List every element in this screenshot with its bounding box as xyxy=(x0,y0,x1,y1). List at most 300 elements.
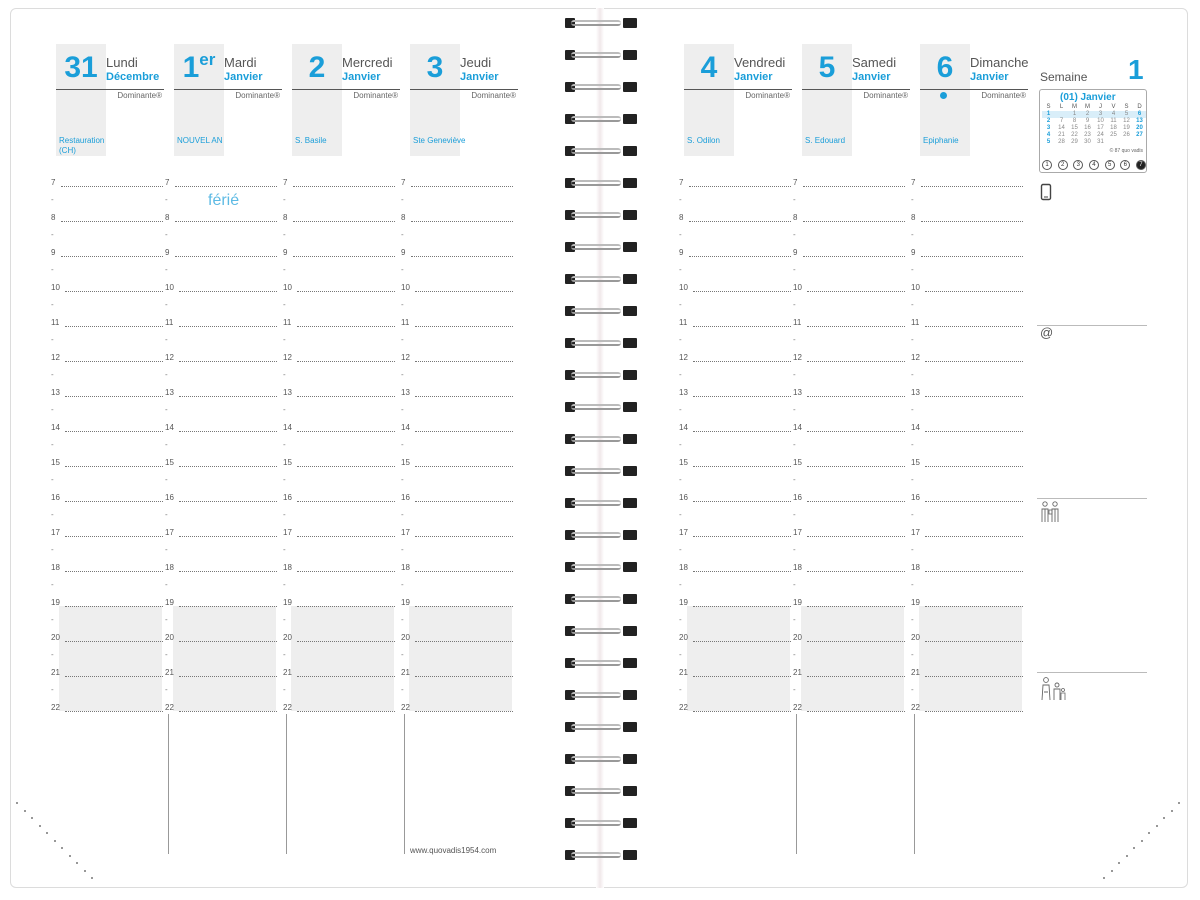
mini-calendar-day[interactable]: 8 xyxy=(1072,118,1077,124)
day-header[interactable] xyxy=(292,44,400,145)
mini-calendar-day[interactable]: 12 xyxy=(1123,118,1130,124)
hour-row[interactable] xyxy=(679,493,791,507)
hour-row[interactable] xyxy=(51,318,163,332)
hour-label: 11 xyxy=(165,318,174,327)
half-hour-row[interactable] xyxy=(793,300,905,314)
hour-row[interactable] xyxy=(165,528,277,542)
half-hour-mark: - xyxy=(401,300,404,309)
mini-calendar-day[interactable]: 20 xyxy=(1136,125,1143,131)
mini-calendar-day[interactable]: 15 xyxy=(1071,125,1078,131)
mini-calendar-day[interactable]: 1 xyxy=(1046,111,1051,117)
mini-calendar-day[interactable]: 10 xyxy=(1097,118,1104,124)
hour-line xyxy=(179,536,277,537)
half-hour-row[interactable] xyxy=(401,405,513,419)
hour-row[interactable] xyxy=(51,668,163,682)
hour-row[interactable] xyxy=(911,703,1023,717)
hour-row[interactable] xyxy=(793,353,905,367)
mini-calendar-day[interactable]: 4 xyxy=(1111,111,1116,117)
half-hour-row[interactable] xyxy=(165,265,277,279)
hour-row[interactable] xyxy=(165,598,277,612)
half-hour-row[interactable] xyxy=(51,370,163,384)
half-hour-row[interactable] xyxy=(51,440,163,454)
mini-calendar-day[interactable] xyxy=(1107,139,1120,146)
half-hour-row[interactable] xyxy=(401,195,513,209)
half-hour-row[interactable] xyxy=(911,370,1023,384)
hour-row[interactable] xyxy=(401,388,513,402)
hour-row[interactable] xyxy=(283,528,395,542)
hour-row[interactable] xyxy=(283,388,395,402)
hour-row[interactable] xyxy=(679,353,791,367)
mini-calendar-day[interactable]: 21 xyxy=(1058,132,1065,138)
hour-row[interactable] xyxy=(401,493,513,507)
hour-row[interactable] xyxy=(911,633,1023,647)
weekday-circle[interactable]: 5 xyxy=(1105,160,1115,170)
half-hour-mark: - xyxy=(283,510,286,519)
half-hour-row[interactable] xyxy=(679,440,791,454)
hour-label: 19 xyxy=(165,598,174,607)
half-hour-row[interactable] xyxy=(165,650,277,664)
mini-calendar-day[interactable]: 16 xyxy=(1084,125,1091,131)
half-hour-row[interactable] xyxy=(51,510,163,524)
hour-row[interactable] xyxy=(911,493,1023,507)
half-hour-row[interactable] xyxy=(911,230,1023,244)
half-hour-row[interactable] xyxy=(679,335,791,349)
hour-row[interactable] xyxy=(679,633,791,647)
hour-row[interactable] xyxy=(793,213,905,227)
half-hour-mark: - xyxy=(793,650,796,659)
spiral-ring xyxy=(565,400,637,414)
hour-row[interactable] xyxy=(283,563,395,577)
mini-calendar-week[interactable] xyxy=(1042,139,1146,146)
half-hour-row[interactable] xyxy=(793,440,905,454)
half-hour-row[interactable] xyxy=(165,335,277,349)
hour-row[interactable] xyxy=(401,703,513,717)
mini-calendar-day[interactable]: 6 xyxy=(1137,111,1142,117)
half-hour-row[interactable] xyxy=(679,545,791,559)
weekday-circle[interactable]: 3 xyxy=(1073,160,1083,170)
mini-calendar-day[interactable]: 4 xyxy=(1046,132,1051,138)
half-hour-row[interactable] xyxy=(911,440,1023,454)
hour-row[interactable] xyxy=(51,423,163,437)
week-number: 1 xyxy=(1128,54,1144,85)
hour-row[interactable] xyxy=(679,423,791,437)
hour-row[interactable] xyxy=(793,493,905,507)
half-hour-row[interactable] xyxy=(911,650,1023,664)
hour-line xyxy=(297,466,395,467)
hour-row[interactable] xyxy=(401,353,513,367)
hour-row[interactable] xyxy=(911,598,1023,612)
half-hour-row[interactable] xyxy=(283,685,395,699)
hour-row[interactable] xyxy=(793,668,905,682)
half-hour-row[interactable] xyxy=(401,580,513,594)
hour-row[interactable] xyxy=(51,703,163,717)
hour-row[interactable] xyxy=(911,213,1023,227)
half-hour-row[interactable] xyxy=(51,545,163,559)
day-header[interactable] xyxy=(56,44,164,155)
hour-row[interactable] xyxy=(793,563,905,577)
half-hour-row[interactable] xyxy=(283,405,395,419)
mini-calendar-day[interactable] xyxy=(1133,139,1146,146)
hour-row[interactable] xyxy=(283,703,395,717)
half-hour-row[interactable] xyxy=(401,510,513,524)
weekday-circle[interactable]: 4 xyxy=(1089,160,1099,170)
mini-calendar-day[interactable]: 3 xyxy=(1098,111,1103,117)
half-hour-row[interactable] xyxy=(51,615,163,629)
mini-calendar-day[interactable]: 7 xyxy=(1059,118,1064,124)
half-hour-row[interactable] xyxy=(165,510,277,524)
mini-calendar-day[interactable]: 31 xyxy=(1097,139,1104,145)
half-hour-row[interactable] xyxy=(51,580,163,594)
half-hour-row[interactable] xyxy=(911,300,1023,314)
hour-row[interactable] xyxy=(401,633,513,647)
mini-calendar-week[interactable] xyxy=(1042,125,1146,132)
half-hour-row[interactable] xyxy=(911,510,1023,524)
half-hour-row[interactable] xyxy=(679,650,791,664)
half-hour-row[interactable] xyxy=(283,335,395,349)
hour-line xyxy=(415,361,513,362)
half-hour-row[interactable] xyxy=(911,335,1023,349)
half-hour-row[interactable] xyxy=(679,405,791,419)
hour-label: 21 xyxy=(401,668,410,677)
hour-row[interactable] xyxy=(911,668,1023,682)
hour-row[interactable] xyxy=(793,598,905,612)
half-hour-row[interactable] xyxy=(911,475,1023,489)
hour-row[interactable] xyxy=(679,318,791,332)
hour-row[interactable] xyxy=(401,458,513,472)
half-hour-row[interactable] xyxy=(793,650,905,664)
hour-row[interactable] xyxy=(911,248,1023,262)
hour-row[interactable] xyxy=(51,353,163,367)
hour-row[interactable] xyxy=(51,458,163,472)
mini-calendar-day[interactable]: 30 xyxy=(1084,139,1091,145)
half-hour-row[interactable] xyxy=(283,265,395,279)
hour-row[interactable] xyxy=(911,318,1023,332)
half-hour-row[interactable] xyxy=(51,265,163,279)
half-hour-row[interactable] xyxy=(911,580,1023,594)
hour-row[interactable] xyxy=(165,423,277,437)
half-hour-row[interactable] xyxy=(165,615,277,629)
hour-row[interactable] xyxy=(283,458,395,472)
half-hour-row[interactable] xyxy=(165,475,277,489)
half-hour-row[interactable] xyxy=(401,265,513,279)
mini-calendar-day[interactable]: 5 xyxy=(1124,111,1129,117)
hour-row[interactable] xyxy=(793,318,905,332)
half-hour-row[interactable] xyxy=(283,580,395,594)
day-title-row xyxy=(56,44,164,90)
half-hour-row[interactable] xyxy=(165,300,277,314)
half-hour-row[interactable] xyxy=(165,440,277,454)
half-hour-row[interactable] xyxy=(911,405,1023,419)
hour-row[interactable] xyxy=(911,563,1023,577)
half-hour-row[interactable] xyxy=(679,300,791,314)
hour-row[interactable] xyxy=(679,213,791,227)
hour-row[interactable] xyxy=(283,248,395,262)
hour-row[interactable] xyxy=(679,598,791,612)
half-hour-mark: - xyxy=(793,335,796,344)
half-hour-row[interactable] xyxy=(679,195,791,209)
half-hour-mark: - xyxy=(51,545,54,554)
weekday-circle[interactable]: 1 xyxy=(1042,160,1052,170)
hour-line xyxy=(807,711,905,712)
half-hour-row[interactable] xyxy=(679,265,791,279)
hour-row[interactable] xyxy=(401,668,513,682)
half-hour-row[interactable] xyxy=(283,510,395,524)
half-hour-row[interactable] xyxy=(51,650,163,664)
hour-row[interactable] xyxy=(401,213,513,227)
hour-row[interactable] xyxy=(165,178,277,192)
mini-calendar-day[interactable]: 19 xyxy=(1123,125,1130,131)
mini-calendar-day[interactable]: 23 xyxy=(1084,132,1091,138)
hour-row[interactable] xyxy=(911,388,1023,402)
weekday-circle[interactable]: 6 xyxy=(1120,160,1130,170)
hour-row[interactable] xyxy=(165,353,277,367)
hour-row[interactable] xyxy=(283,493,395,507)
half-hour-row[interactable] xyxy=(911,685,1023,699)
hour-row[interactable] xyxy=(911,283,1023,297)
half-hour-row[interactable] xyxy=(793,405,905,419)
mini-calendar-day[interactable] xyxy=(1055,111,1068,118)
half-hour-row[interactable] xyxy=(679,230,791,244)
hour-row[interactable] xyxy=(793,283,905,297)
half-hour-row[interactable] xyxy=(283,195,395,209)
half-hour-row[interactable] xyxy=(165,545,277,559)
mini-calendar-week[interactable] xyxy=(1042,118,1146,125)
hour-row[interactable] xyxy=(165,458,277,472)
hour-row[interactable] xyxy=(793,633,905,647)
hour-row[interactable] xyxy=(283,668,395,682)
hour-row[interactable] xyxy=(679,248,791,262)
hour-row[interactable] xyxy=(793,423,905,437)
half-hour-row[interactable] xyxy=(793,230,905,244)
mini-calendar-day[interactable]: 11 xyxy=(1110,118,1117,124)
half-hour-row[interactable] xyxy=(793,265,905,279)
mini-calendar-day[interactable]: 26 xyxy=(1123,132,1130,138)
hour-label: 17 xyxy=(793,528,802,537)
weekday-circle[interactable]: 7 xyxy=(1136,160,1146,170)
half-hour-row[interactable] xyxy=(165,370,277,384)
half-hour-row[interactable] xyxy=(283,615,395,629)
hour-row[interactable] xyxy=(51,283,163,297)
hour-row[interactable] xyxy=(51,633,163,647)
half-hour-row[interactable] xyxy=(911,545,1023,559)
hour-row[interactable] xyxy=(911,458,1023,472)
hour-row[interactable] xyxy=(793,528,905,542)
hour-row[interactable] xyxy=(165,563,277,577)
mini-calendar-day[interactable]: 22 xyxy=(1071,132,1078,138)
mini-calendar-day[interactable]: 25 xyxy=(1110,132,1117,138)
half-hour-row[interactable] xyxy=(793,475,905,489)
half-hour-row[interactable] xyxy=(793,335,905,349)
half-hour-row[interactable] xyxy=(401,615,513,629)
hour-row[interactable] xyxy=(283,633,395,647)
hour-row[interactable] xyxy=(401,528,513,542)
half-hour-row[interactable] xyxy=(401,545,513,559)
hour-row[interactable] xyxy=(165,493,277,507)
day-header[interactable] xyxy=(802,44,910,145)
hour-row[interactable] xyxy=(283,318,395,332)
hour-row[interactable] xyxy=(283,283,395,297)
mini-calendar-week[interactable] xyxy=(1042,111,1146,118)
weekday-circle[interactable]: 2 xyxy=(1058,160,1068,170)
punch-hole xyxy=(623,850,637,860)
half-hour-row[interactable] xyxy=(401,370,513,384)
half-hour-row[interactable] xyxy=(679,580,791,594)
hour-row[interactable] xyxy=(793,178,905,192)
hour-row[interactable] xyxy=(401,283,513,297)
mini-calendar-day[interactable]: 14 xyxy=(1058,125,1065,131)
hour-row[interactable] xyxy=(793,458,905,472)
half-hour-row[interactable] xyxy=(165,230,277,244)
hour-row[interactable] xyxy=(283,423,395,437)
half-hour-row[interactable] xyxy=(401,230,513,244)
mini-calendar-day[interactable]: 5 xyxy=(1046,139,1051,145)
hour-row[interactable] xyxy=(401,318,513,332)
half-hour-row[interactable] xyxy=(51,300,163,314)
half-hour-row[interactable] xyxy=(283,545,395,559)
half-hour-row[interactable] xyxy=(283,300,395,314)
half-hour-row[interactable] xyxy=(283,230,395,244)
hour-row[interactable] xyxy=(679,668,791,682)
half-hour-row[interactable] xyxy=(793,195,905,209)
half-hour-row[interactable] xyxy=(165,405,277,419)
hour-row[interactable] xyxy=(165,283,277,297)
hour-row[interactable] xyxy=(165,388,277,402)
half-hour-row[interactable] xyxy=(401,650,513,664)
half-hour-row[interactable] xyxy=(793,615,905,629)
half-hour-row[interactable] xyxy=(401,440,513,454)
half-hour-row[interactable] xyxy=(51,475,163,489)
hour-row[interactable] xyxy=(679,458,791,472)
half-hour-mark: - xyxy=(283,440,286,449)
hour-row[interactable] xyxy=(51,178,163,192)
hour-row[interactable] xyxy=(679,563,791,577)
half-hour-row[interactable] xyxy=(401,475,513,489)
half-hour-row[interactable] xyxy=(911,265,1023,279)
hour-row[interactable] xyxy=(401,178,513,192)
half-hour-row[interactable] xyxy=(793,580,905,594)
hour-row[interactable] xyxy=(283,213,395,227)
hour-row[interactable] xyxy=(679,388,791,402)
day-header[interactable] xyxy=(174,44,282,145)
mini-calendar-week[interactable] xyxy=(1042,132,1146,139)
hour-row[interactable] xyxy=(51,563,163,577)
hour-row[interactable] xyxy=(793,388,905,402)
hour-row[interactable] xyxy=(793,248,905,262)
half-hour-row[interactable] xyxy=(679,475,791,489)
mini-calendar-day[interactable]: 17 xyxy=(1097,125,1104,131)
hour-row[interactable] xyxy=(679,178,791,192)
half-hour-row[interactable] xyxy=(679,615,791,629)
half-hour-row[interactable] xyxy=(911,615,1023,629)
hour-row[interactable] xyxy=(165,318,277,332)
mini-calendar-day[interactable] xyxy=(1120,139,1133,146)
hour-row[interactable] xyxy=(51,493,163,507)
hour-row[interactable] xyxy=(283,178,395,192)
half-hour-row[interactable] xyxy=(165,580,277,594)
half-hour-row[interactable] xyxy=(51,230,163,244)
half-hour-row[interactable] xyxy=(793,370,905,384)
half-hour-row[interactable] xyxy=(51,405,163,419)
mini-calendar-day[interactable]: 18 xyxy=(1110,125,1117,131)
mini-calendar-day[interactable]: 24 xyxy=(1097,132,1104,138)
hour-row[interactable] xyxy=(51,213,163,227)
hour-label: 21 xyxy=(283,668,292,677)
hour-row[interactable] xyxy=(401,598,513,612)
hour-row[interactable] xyxy=(165,248,277,262)
hour-row[interactable] xyxy=(911,178,1023,192)
hour-row[interactable] xyxy=(165,703,277,717)
hour-line xyxy=(925,291,1023,292)
half-hour-row[interactable] xyxy=(793,510,905,524)
mini-calendar-day[interactable]: 9 xyxy=(1085,118,1090,124)
half-hour-mark: - xyxy=(165,685,168,694)
mini-calendar[interactable] xyxy=(1039,89,1147,173)
day-header[interactable] xyxy=(684,44,792,145)
hour-row[interactable] xyxy=(51,528,163,542)
day-header[interactable] xyxy=(410,44,518,145)
hour-row[interactable] xyxy=(51,388,163,402)
half-hour-row[interactable] xyxy=(679,370,791,384)
day-header[interactable] xyxy=(920,44,1029,145)
half-hour-row[interactable] xyxy=(51,685,163,699)
half-hour-row[interactable] xyxy=(401,335,513,349)
hour-row[interactable] xyxy=(793,703,905,717)
mini-calendar-day[interactable]: 13 xyxy=(1136,118,1143,124)
half-hour-row[interactable] xyxy=(911,195,1023,209)
hour-row[interactable] xyxy=(165,633,277,647)
mini-calendar-day[interactable]: 1 xyxy=(1072,111,1077,117)
half-hour-row[interactable] xyxy=(793,685,905,699)
mini-calendar-day[interactable]: 27 xyxy=(1136,132,1143,138)
half-hour-row[interactable] xyxy=(679,685,791,699)
mini-calendar-day[interactable]: 2 xyxy=(1046,118,1051,124)
half-hour-row[interactable] xyxy=(679,510,791,524)
hour-row[interactable] xyxy=(165,668,277,682)
hour-row[interactable] xyxy=(401,248,513,262)
hour-row[interactable] xyxy=(679,283,791,297)
hour-row[interactable] xyxy=(911,423,1023,437)
hour-row[interactable] xyxy=(401,563,513,577)
half-hour-row[interactable] xyxy=(793,545,905,559)
corner-dot xyxy=(31,817,33,819)
hour-row[interactable] xyxy=(679,703,791,717)
at-sign-icon: @ xyxy=(1040,325,1054,340)
half-hour-row[interactable] xyxy=(283,440,395,454)
mini-calendar-day[interactable]: 2 xyxy=(1085,111,1090,117)
hour-label: 19 xyxy=(911,598,920,607)
half-hour-row[interactable] xyxy=(401,685,513,699)
half-hour-row[interactable] xyxy=(51,335,163,349)
hour-row[interactable] xyxy=(283,353,395,367)
hour-row[interactable] xyxy=(401,423,513,437)
half-hour-row[interactable] xyxy=(165,685,277,699)
half-hour-row[interactable] xyxy=(401,300,513,314)
hour-row[interactable] xyxy=(283,598,395,612)
hour-row[interactable] xyxy=(679,528,791,542)
mini-calendar-day[interactable]: 29 xyxy=(1071,139,1078,145)
mini-calendar-day[interactable]: 3 xyxy=(1046,125,1051,131)
half-hour-row[interactable] xyxy=(283,475,395,489)
half-hour-row[interactable] xyxy=(283,370,395,384)
half-hour-row[interactable] xyxy=(283,650,395,664)
mini-calendar-day[interactable]: 28 xyxy=(1058,139,1065,145)
hour-row[interactable] xyxy=(51,598,163,612)
hour-row[interactable] xyxy=(51,248,163,262)
hour-row[interactable] xyxy=(165,213,277,227)
hour-row[interactable] xyxy=(911,353,1023,367)
half-hour-row[interactable] xyxy=(51,195,163,209)
hour-row[interactable] xyxy=(911,528,1023,542)
